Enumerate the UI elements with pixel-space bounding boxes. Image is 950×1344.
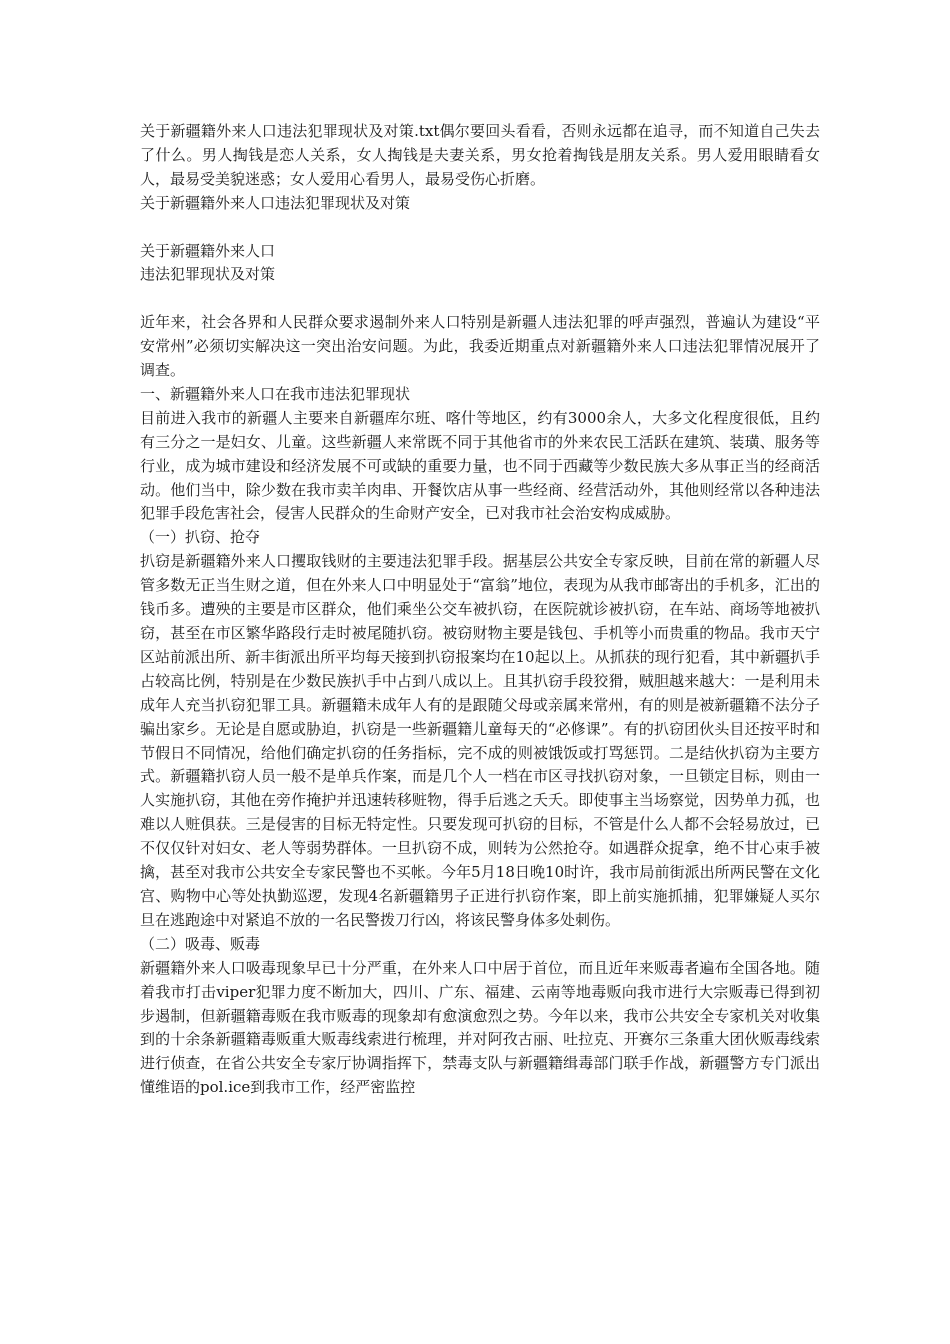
blank-line xyxy=(140,216,820,240)
intro-body-paragraph: 近年来，社会各界和人民群众要求遏制外来人口特别是新疆人违法犯罪的呼声强烈，普遍认为建设“平安常州”必须切实解决这一突出治安问题。为此，我委近期重点对新疆籍外来人口违法犯罪情况展开了调查。 xyxy=(140,313,820,380)
intro-paragraph: 关于新疆籍外来人口违法犯罪现状及对策.txt偶尔要回头看看，否则永远都在追寻，而不知道自己失去了什么。男人掏钱是恋人关系，女人掏钱是夫妻关系，男女抢着掏钱是朋友关系。男人爱用眼睛看女人，最易受美貌迷惑；女人爱用心看男人，最易受伤心折磨。 xyxy=(140,122,820,188)
heading-line-1: 关于新疆籍外来人口 xyxy=(140,241,276,260)
subsection-2-body: 新疆籍外来人口吸毒现象早已十分严重，在外来人口中居于首位，而且近年来贩毒者遍布全国各地。随着我市打击viper犯罪力度不断加大，四川、广东、福建、云南等地毒贩向我市进行大宗贩毒已得到初步遏制，但新疆籍毒贩在我市贩毒的现象却有愈演愈烈之势。今年以来，我市公共安全专家机关对收集到的十余条新疆籍毒贩重大贩毒线索进行梳理，并对阿孜古丽、吐拉克、开赛尔三条重大团伙贩毒线索进行侦查，在省公共安全专家厅协调指挥下，禁毒支队与新疆籍缉毒部门联手作战，新疆警方专门派出懂维语的pol.ice到我市工作，经严密监控 xyxy=(140,958,820,1097)
heading-line-2: 违法犯罪现状及对策 xyxy=(140,265,276,284)
subsection-1-body: 扒窃是新疆籍外来人口攫取钱财的主要违法犯罪手段。据基层公共安全专家反映，目前在常的新疆人尽管多数无正当生财之道，但在外来人口中明显处于“富翁”地位，表现为从我市邮寄出的手机多，汇出的钱币多。遭殃的主要是市区群众，他们乘坐公交车被扒窃，在医院就诊被扒窃，在车站、商场等地被扒窃，甚至在市区繁华路段行走时被尾随扒窃。被窃财物主要是钱包、手机等小而贵重的物品。我市天宁区站前派出所、新丰街派出所平均每天接到扒窃报案均在10起以上。从抓获的现行犯看，其中新疆扒手占较高比例，特别是在少数民族扒手中占到八成以上。且其扒窃手段狡猾，贼胆越来越大：一是利用未成年人充当扒窃犯罪工具。新疆籍未成年人有的是跟随父母或亲属来常州，有的则是被新疆籍不法分子骗出家乡。无论是自愿或胁迫，扒窃是一些新疆籍儿童每天的“必修课”。有的扒窃团伙头目还按平时和节假日不同情况，给他们确定扒窃的任务指标，完不成的则被饿饭或打骂惩罚。二是结伙扒窃为主要方式。新疆籍扒窃人员一般不是单兵作案，而是几个人一档在市区寻找扒窃对象，一旦锁定目标，则由一人实施扒窃，其他在旁作掩护并迅速转移赃物，得手后逃之夭夭。即使事主当场察觉，因势单力孤，也难以人赃俱获。三是侵害的目标无特定性。只要发现可扒窃的目标，不管是什么人都不会轻易放过，已不仅仅针对妇女、老人等弱势群体。一旦扒窃不成，则转为公然抢夺。如遇群众捉拿，绝不甘心束手被擒，甚至对我市公共安全专家民警也不买帐。今年5月18日晚10时许，我市局前街派出所两民警在文化宫、购物中心等处执勤巡逻，发现4名新疆籍男子正进行扒窃作案，即上前实施抓捕，犯罪嫌疑人买尔旦在逃跑途中对紧追不放的一名民警拨刀行凶，将该民警身体多处刺伤。 xyxy=(140,552,820,929)
document-page xyxy=(140,120,820,1100)
subsection-1-heading: （一）扒窃、抢夺 xyxy=(140,528,261,547)
subsection-2-heading: （二）吸毒、贩毒 xyxy=(140,934,261,953)
section-1-heading: 一、新疆籍外来人口在我市违法犯罪现状 xyxy=(140,384,411,403)
blank-line xyxy=(140,287,820,311)
document-title: 关于新疆籍外来人口违法犯罪现状及对策 xyxy=(140,193,411,212)
section-1-body: 目前进入我市的新疆人主要来自新疆库尔班、喀什等地区，约有3000余人，大多文化程度很低，且约有三分之一是妇女、儿童。这些新疆人来常既不同于其他省市的外来农民工活跃在建筑、装璜、服务等行业，成为城市建设和经济发展不可或缺的重要力量，也不同于西藏等少数民族大多从事正当的经商活动。他们当中，除少数在我市卖羊肉串、开餐饮店从事一些经商、经营活动外，其他则经常以各种违法犯罪手段危害社会，侵害人民群众的生命财产安全，已对我市社会治安构成威胁。 xyxy=(140,408,820,523)
